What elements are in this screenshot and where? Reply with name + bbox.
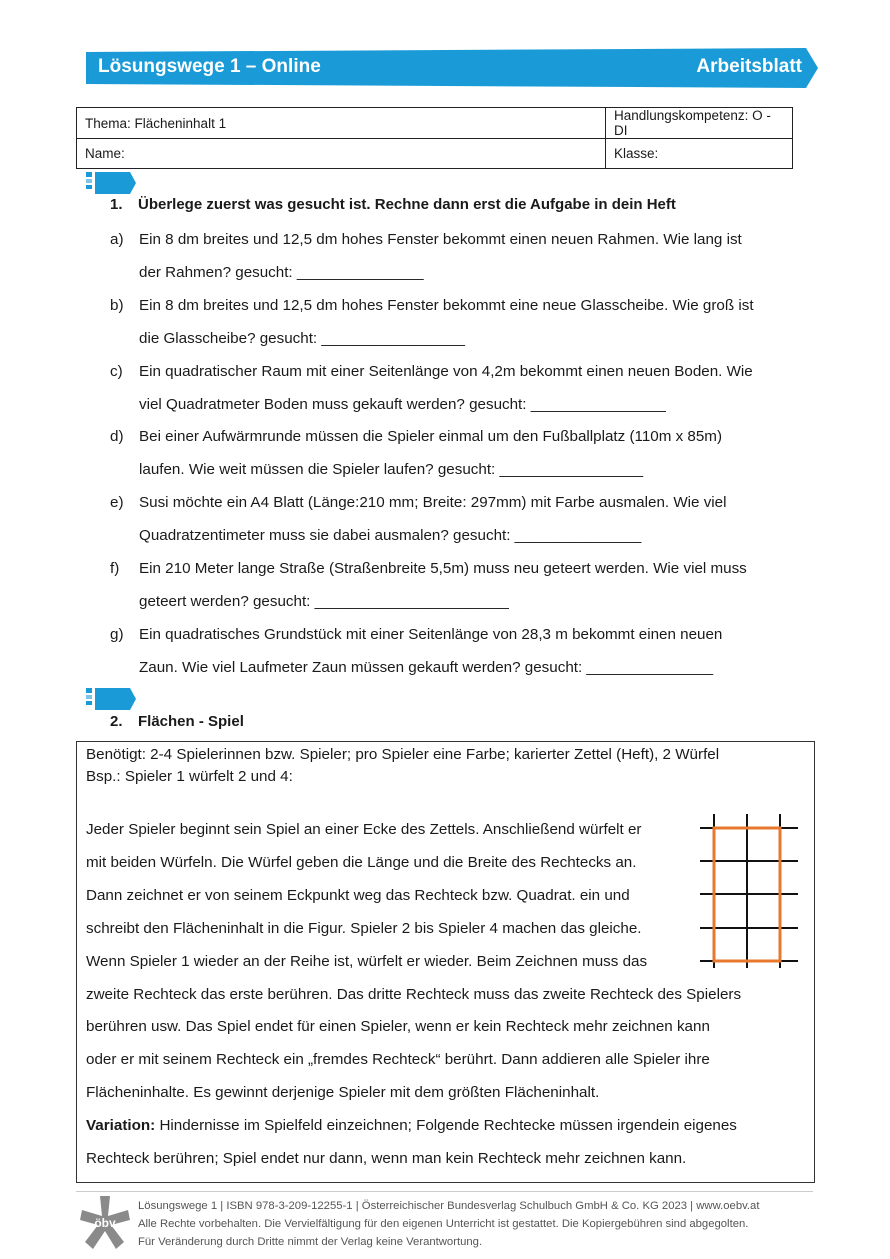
section2-title (110, 713, 244, 730)
footer-divider (76, 1191, 813, 1192)
section1-number: 1. (110, 196, 123, 213)
question-text: Ein quadratischer Raum mit einer Seitenlänge von 4,2m bekommt einen neuen Boden. Wie (139, 362, 753, 380)
footer (138, 1197, 759, 1251)
question-label: a) (110, 231, 124, 248)
rules-line: schreibt den Flächeninhalt in die Figur. Spieler 2 bis Spieler 4 machen das gleiche. (86, 920, 642, 937)
rules-line: berühren usw. Das Spiel endet für einen Spieler, wenn er kein Rechteck mehr zeichnen kann (86, 1018, 710, 1035)
question-label: g) (110, 625, 124, 643)
book-title: Lösungswege 1 – Online (98, 56, 321, 77)
rules-line: Dann zeichnet er von seinem Eckpunkt weg das Rechteck bzw. Quadrat. ein und (86, 887, 630, 904)
section2-title-text: Flächen - Spiel (138, 713, 244, 730)
rules-line: oder er mit seinem Rechteck ein „fremdes Rechteck“ berührt. Dann addieren alle Spieler ihre (86, 1051, 710, 1068)
header-banner (86, 48, 818, 88)
logo-text: öbv (94, 1216, 116, 1230)
question-text: Ein 210 Meter lange Straße (Straßenbreite 5,5m) muss neu geteert werden. Wie viel muss (139, 560, 747, 577)
question-answer-line[interactable]: Quadratzentimeter muss sie dabei ausmalen? gesucht: _______________ (139, 527, 642, 545)
variation-label: Variation: (86, 1117, 156, 1134)
variation-line-2: Rechteck berühren; Spiel endet nur dann, wenn man kein Rechteck mehr zeichnen kann. (86, 1150, 687, 1167)
name-field[interactable]: Name: (77, 139, 606, 169)
question-answer-line[interactable]: viel Quadratmeter Boden muss gekauft werden? gesucht: ________________ (139, 395, 666, 413)
rules-line: mit beiden Würfeln. Die Würfel geben die Länge und die Breite des Rechtecks an. (86, 854, 637, 871)
question-text: Susi möchte ein A4 Blatt (Länge:210 mm; Breite: 297mm) mit Farbe ausmalen. Wie viel (139, 494, 727, 512)
footer-line: Lösungswege 1 | ISBN 978-3-209-12255-1 | Österreichischer Bundesverlag Schulbuch GmbH & Co. KG 2023 | www.oebv.at (138, 1200, 760, 1212)
question-item (110, 486, 810, 552)
question-item (110, 223, 810, 289)
question-text: Ein 8 dm breites und 12,5 dm hohes Fenster bekommt einen neuen Rahmen. Wie lang ist (139, 231, 742, 248)
class-field[interactable]: Klasse: (606, 139, 793, 169)
question-answer-line[interactable]: laufen. Wie weit müssen die Spieler laufen? gesucht: _________________ (139, 461, 644, 479)
question-label: e) (110, 494, 124, 512)
competence-cell: Handlungskompetenz: O - DI (606, 108, 793, 139)
question-item (110, 355, 810, 421)
rules-line: Jeder Spieler beginnt sein Spiel an einer Ecke des Zettels. Anschließend würfelt er (86, 821, 642, 838)
example-line: Bsp.: Spieler 1 würfelt 2 und 4: (86, 768, 293, 785)
rules-line: zweite Rechteck das erste berühren. Das dritte Rechteck muss das zweite Rechteck des Spielers (86, 986, 742, 1003)
question-answer-line[interactable]: der Rahmen? gesucht: _______________ (139, 264, 424, 281)
question-item (110, 289, 810, 355)
topic-cell: Thema: Flächeninhalt 1 (77, 108, 606, 139)
question-text: Ein quadratisches Grundstück mit einer Seitenlänge von 28,3 m bekommt einen neuen (139, 625, 723, 643)
question-answer-line[interactable]: Zaun. Wie viel Laufmeter Zaun müssen gekauft werden? gesucht: _______________ (139, 658, 714, 676)
section2-number: 2. (110, 713, 123, 730)
footer-line: Für Veränderung durch Dritte nimmt der Verlag keine Verantwortung. (138, 1236, 483, 1248)
question-item (110, 552, 810, 618)
oebv-logo-icon (80, 1196, 130, 1252)
footer-line: Alle Rechte vorbehalten. Die Vervielfältigung für den eigenen Unterricht ist gestattet. Die Kopiergebühren sind abgegolten. (138, 1218, 749, 1230)
section-marker-icon (86, 172, 136, 194)
requirements-line: Benötigt: 2-4 Spielerinnen bzw. Spieler; pro Spieler eine Farbe; karierter Zettel (Heft), 2 Würfel (86, 746, 720, 763)
variation-line (86, 1117, 737, 1134)
question-label: b) (110, 296, 124, 314)
question-text: Ein 8 dm breites und 12,5 dm hohes Fenster bekommt eine neue Glasscheibe. Wie groß ist (139, 296, 754, 314)
question-label: c) (110, 362, 123, 380)
example-grid-figure (700, 812, 800, 970)
rules-line: Flächeninhalte. Es gewinnt derjenige Spieler mit dem größten Flächeninhalt. (86, 1084, 600, 1101)
question-label: f) (110, 560, 120, 577)
info-table (76, 107, 793, 169)
rules-line: Wenn Spieler 1 wieder an der Reihe ist, würfelt er wieder. Beim Zeichnen muss das (86, 953, 648, 970)
worksheet-label: Arbeitsblatt (696, 56, 802, 77)
question-answer-line[interactable]: geteert werden? gesucht: _______________________ (139, 593, 509, 610)
variation-text: Hindernisse im Spielfeld einzeichnen; Folgende Rechtecke müssen irgendein eigenes (155, 1117, 737, 1134)
question-answer-line[interactable]: die Glasscheibe? gesucht: _________________ (139, 329, 465, 347)
section1-title (110, 196, 676, 213)
question-item (110, 618, 810, 684)
section-marker-icon (86, 688, 136, 710)
section1-title-text: Überlege zuerst was gesucht ist. Rechne dann erst die Aufgabe in dein Heft (138, 196, 676, 213)
question-item (110, 420, 810, 486)
question-text: Bei einer Aufwärmrunde müssen die Spieler einmal um den Fußballplatz (110m x 85m) (139, 428, 723, 446)
question-label: d) (110, 428, 124, 446)
